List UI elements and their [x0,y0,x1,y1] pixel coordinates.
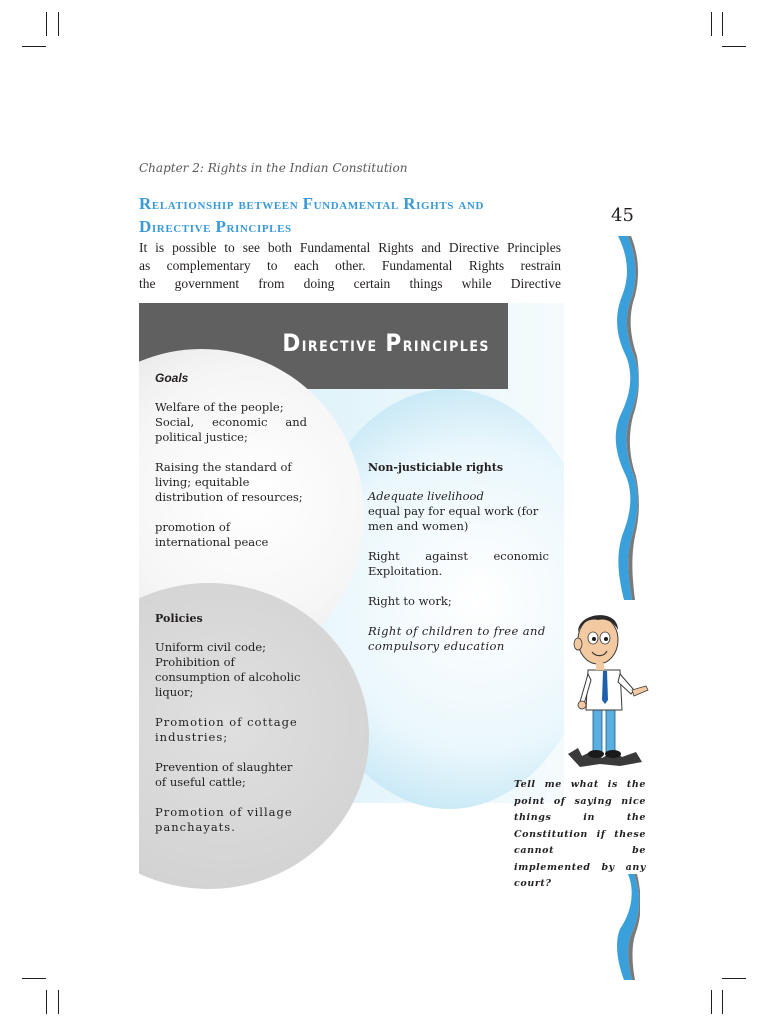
crop-mark [722,978,746,979]
rights-block [368,460,549,669]
blue-ribbon-icon [604,236,640,600]
body-line: the government from doing certain things while Directive [139,276,561,291]
body-paragraph [139,239,561,293]
cartoon-boy-icon [560,604,650,772]
rights-item [368,549,549,579]
rights-heading: Non-justiciable rights [368,461,504,474]
crop-mark [46,12,47,36]
goals-item: promotion of international peace [155,520,269,549]
rights-item [368,489,549,534]
body-line: It is possible to see both Fundamental Rights and Directive Principles [139,240,561,255]
policies-block [155,611,305,850]
body-line: as complementary to each other. Fundamental Rights restrain [139,258,561,273]
adequate-text: equal pay for equal work (for men and women) [368,504,539,533]
crop-mark [711,990,712,1014]
exploitation-text: Right against economic Exploitation. [368,549,549,578]
cartoon-caption: Tell me what is the point of saying nice things in the Constitution if these cannot be implemented by any court? [514,779,646,889]
crop-mark [22,978,46,979]
goals-block [155,371,307,565]
title-word: Rights [403,194,454,213]
running-head: Chapter 2: Rights in the Indian Constitution [139,161,408,175]
title-word: Fundamental [302,194,399,213]
title-word: Relationship [139,194,235,213]
section-title [139,193,563,239]
section-title-line1 [139,193,563,216]
goals-item: Welfare of the people; Social, economic and political justice; [155,400,307,444]
crop-mark [58,12,59,36]
diagram-title: Directive Principles [282,329,490,357]
page-number: 45 [611,205,634,226]
crop-mark [46,990,47,1014]
title-word: Directive [139,217,212,236]
rights-item: Right to work; [368,594,452,608]
crop-mark [722,46,746,47]
crop-mark [58,990,59,1014]
goals-item: Raising the standard of living; equitable distribution of resources; [155,460,303,504]
title-word: between [238,197,299,213]
section-title-line2 [139,216,563,239]
policies-item: Uniform civil code; Prohibition of consumption of alcoholic liquor; [155,640,301,699]
policies-item: Promotion of cottage industries; [155,715,298,744]
policies-item: Prevention of slaughter of useful cattle; [155,760,293,789]
crop-mark [22,46,46,47]
title-word: and [458,197,484,213]
rights-item: Right of children to free and compulsory education [368,624,546,653]
crop-mark [711,12,712,36]
directive-principles-diagram [139,303,564,893]
policies-heading: Policies [155,612,203,625]
goals-heading: Goals [155,371,189,385]
crop-mark [722,990,723,1014]
crop-mark [722,12,723,36]
adequate-heading: Adequate livelihood [368,489,484,503]
title-word: Principles [215,217,292,236]
policies-item: Promotion of village panchayats. [155,805,293,834]
